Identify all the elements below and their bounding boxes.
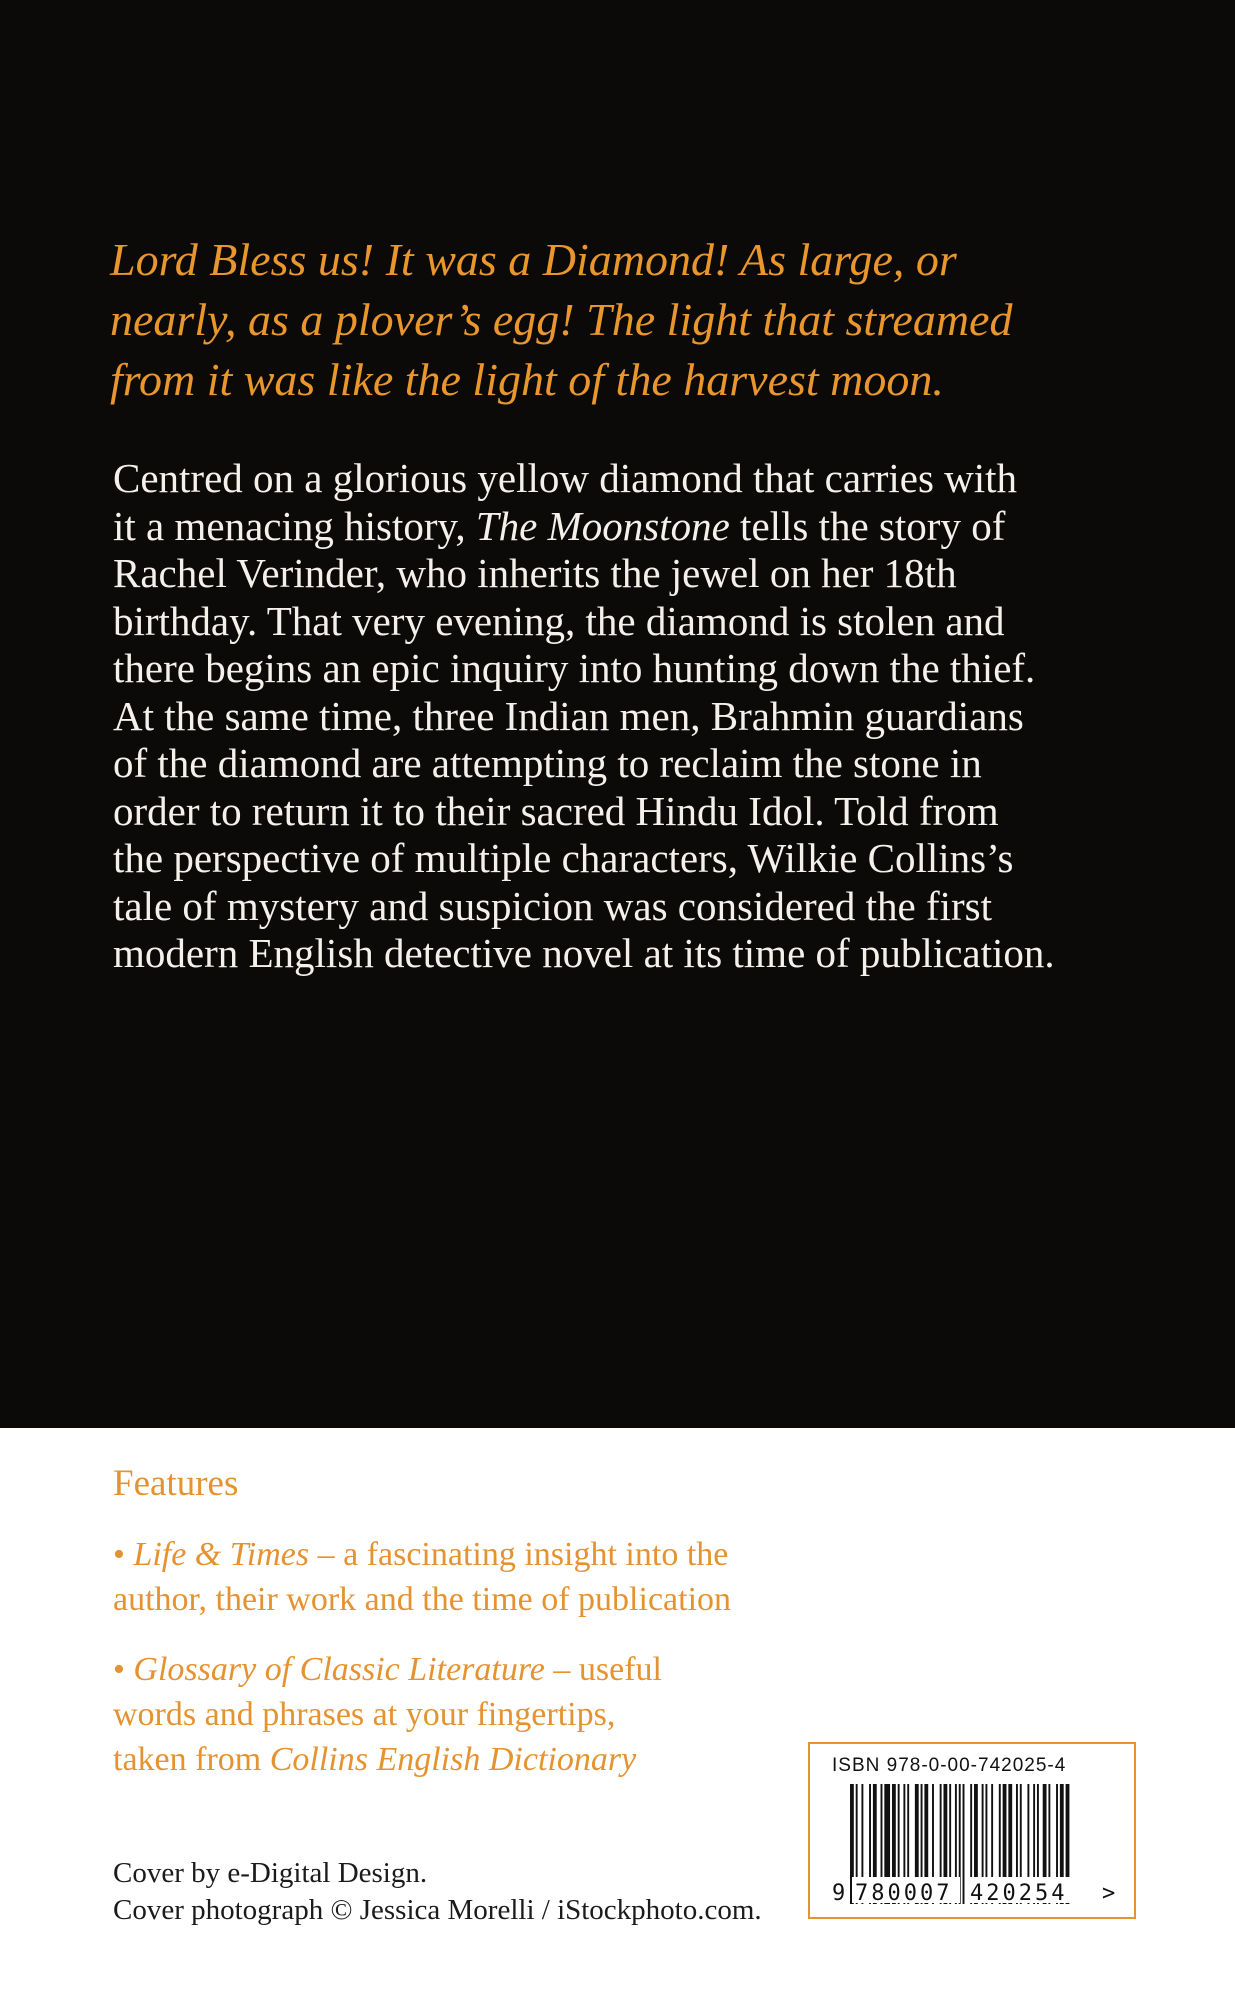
- barcode-bar: [963, 1784, 965, 1904]
- synopsis-line: At the same time, three Indian men, Brahmin guardians: [113, 692, 1024, 739]
- feature-item-life-and-times: [113, 1532, 833, 1622]
- feature-line: author, their work and the time of publication: [113, 1581, 732, 1618]
- synopsis-line: the perspective of multiple characters, Wilkie Collins’s: [113, 835, 1014, 881]
- feature-title: Life & Times: [133, 1536, 310, 1573]
- synopsis-line: Rachel Verinder, who inherits the jewel on her 18th: [113, 550, 957, 596]
- dictionary-title: Collins English Dictionary: [269, 1741, 637, 1778]
- credit-line: Cover photograph © Jessica Morelli / iStockphoto.com.: [113, 1894, 762, 1926]
- feature-title: Glossary of Classic Literature: [133, 1651, 545, 1688]
- synopsis-text: it a menacing history,: [113, 502, 476, 549]
- feature-line: [113, 1532, 833, 1577]
- isbn-barcode: [808, 1742, 1136, 1919]
- synopsis-line: [113, 503, 1133, 551]
- quote-line: from it was like the light of the harvest moon.: [110, 354, 944, 405]
- feature-line: words and phrases at your fingertips,: [113, 1696, 616, 1733]
- feature-text: taken from: [113, 1741, 270, 1778]
- synopsis-text: tells the story of: [729, 502, 1006, 549]
- synopsis-line: Centred on a glorious yellow diamond that carries with: [113, 455, 1018, 501]
- synopsis-line: order to return it to their sacred Hindu Idol. Told from: [113, 787, 999, 834]
- synopsis-line: there begins an epic inquiry into hunting down the thief.: [113, 645, 1036, 691]
- synopsis-line: of the diamond are attempting to reclaim the stone in: [113, 740, 982, 786]
- barcode-graphic: [810, 1744, 1134, 1917]
- synopsis: [113, 455, 1133, 978]
- synopsis-line: birthday. That very evening, the diamond is stolen and: [113, 597, 1005, 644]
- synopsis-line: modern English detective novel at its time of publication.: [113, 930, 1055, 976]
- cover-credits: [113, 1855, 762, 1929]
- book-title-italic: The Moonstone: [475, 502, 730, 549]
- barcode-digit-lead: 9: [832, 1881, 846, 1906]
- synopsis-line: tale of mystery and suspicion was considered the first: [113, 882, 992, 929]
- feature-text: – useful: [544, 1651, 662, 1688]
- feature-line: [113, 1647, 833, 1692]
- feature-item-glossary: [113, 1647, 833, 1782]
- barcode-digits-right: 420254: [970, 1881, 1068, 1906]
- isbn-label: ISBN 978-0-00-742025-4: [832, 1755, 1067, 1776]
- pull-quote: [110, 230, 1120, 410]
- credit-line: Cover by e-Digital Design.: [113, 1857, 428, 1889]
- barcode-quiet-mark: >: [1102, 1881, 1116, 1906]
- bullet: •: [113, 1536, 134, 1573]
- feature-line: [113, 1737, 833, 1782]
- quote-line: Lord Bless us! It was a Diamond! As large, or: [110, 234, 957, 285]
- barcode-digits-left: 780007: [855, 1881, 953, 1906]
- quote-line: nearly, as a plover’s egg! The light that streamed: [110, 294, 1013, 345]
- bullet: •: [113, 1651, 134, 1688]
- feature-text: – a fascinating insight into the: [309, 1536, 729, 1573]
- features-heading: Features: [113, 1463, 239, 1504]
